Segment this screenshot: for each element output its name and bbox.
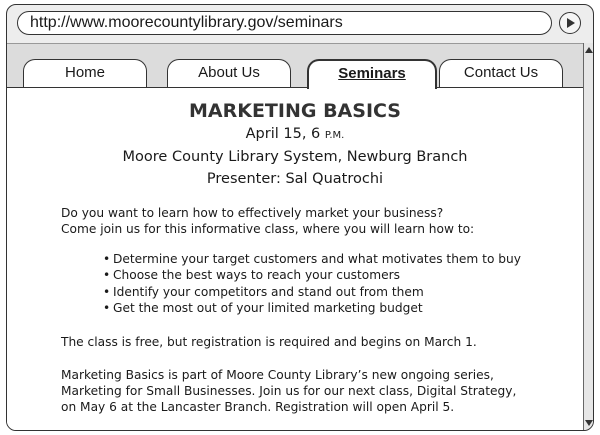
event-location: Moore County Library System, Newburg Branch bbox=[122, 149, 468, 165]
intro-line: Do you want to learn how to effectively market your business? bbox=[61, 206, 444, 220]
registration-text: The class is free, but registration is required and begins on March 1. bbox=[61, 335, 477, 349]
bullet-icon: • bbox=[103, 284, 111, 299]
tab-home[interactable] bbox=[23, 59, 147, 89]
address-bar[interactable] bbox=[17, 11, 552, 35]
series-paragraph bbox=[61, 367, 561, 415]
list-item-text: Get the most out of your limited marketing budget bbox=[113, 300, 423, 315]
page-content bbox=[7, 87, 583, 430]
scroll-down-arrow-icon[interactable] bbox=[585, 420, 593, 426]
series-line: Marketing for Small Businesses. Join us for our next class, Digital Strategy, bbox=[61, 384, 517, 398]
list-item bbox=[103, 300, 521, 316]
event-time-suffix: P.M. bbox=[324, 130, 345, 141]
intro-paragraph bbox=[61, 205, 561, 237]
list-item-text: Determine your target customers and what motivates them to buy bbox=[113, 252, 521, 266]
tab-contact-us[interactable] bbox=[439, 59, 563, 89]
event-title: MARKETING BASICS bbox=[188, 100, 401, 122]
bullet-icon: • bbox=[103, 300, 111, 315]
event-date-time bbox=[7, 126, 583, 142]
active-tab-join bbox=[310, 85, 435, 89]
event-presenter: Presenter: Sal Quatrochi bbox=[206, 171, 384, 187]
go-button[interactable] bbox=[559, 12, 581, 34]
list-item bbox=[103, 267, 521, 283]
list-item-text: Choose the best ways to reach your customers bbox=[113, 268, 400, 283]
scroll-up-arrow-icon[interactable] bbox=[585, 47, 593, 53]
play-arrow-icon bbox=[567, 18, 575, 28]
intro-line: Come join us for this informative class, where you will learn how to: bbox=[61, 222, 475, 236]
series-line: on May 6 at the Lancaster Branch. Registration will open April 5. bbox=[61, 400, 455, 414]
bullet-icon: • bbox=[103, 252, 111, 266]
list-item bbox=[103, 284, 521, 300]
registration-paragraph bbox=[61, 334, 561, 350]
series-line: Marketing Basics is part of Moore County Library’s new ongoing series, bbox=[61, 368, 494, 382]
tab-seminars-label: Seminars bbox=[338, 65, 406, 82]
bullet-icon: • bbox=[103, 268, 111, 283]
list-item bbox=[103, 251, 521, 267]
list-item-text: Identify your competitors and stand out from them bbox=[113, 284, 424, 299]
learning-goals-list bbox=[103, 251, 521, 316]
tab-about-us[interactable] bbox=[167, 59, 291, 89]
tab-contact-us-label: Contact Us bbox=[463, 64, 539, 81]
url-text: http://www.moorecountylibrary.gov/seminars bbox=[30, 14, 343, 31]
browser-window bbox=[6, 4, 594, 431]
tab-about-us-label: About Us bbox=[198, 64, 260, 81]
event-date: April 15, 6 bbox=[245, 126, 321, 142]
vertical-scrollbar[interactable] bbox=[583, 43, 594, 430]
tab-home-label: Home bbox=[64, 64, 105, 81]
